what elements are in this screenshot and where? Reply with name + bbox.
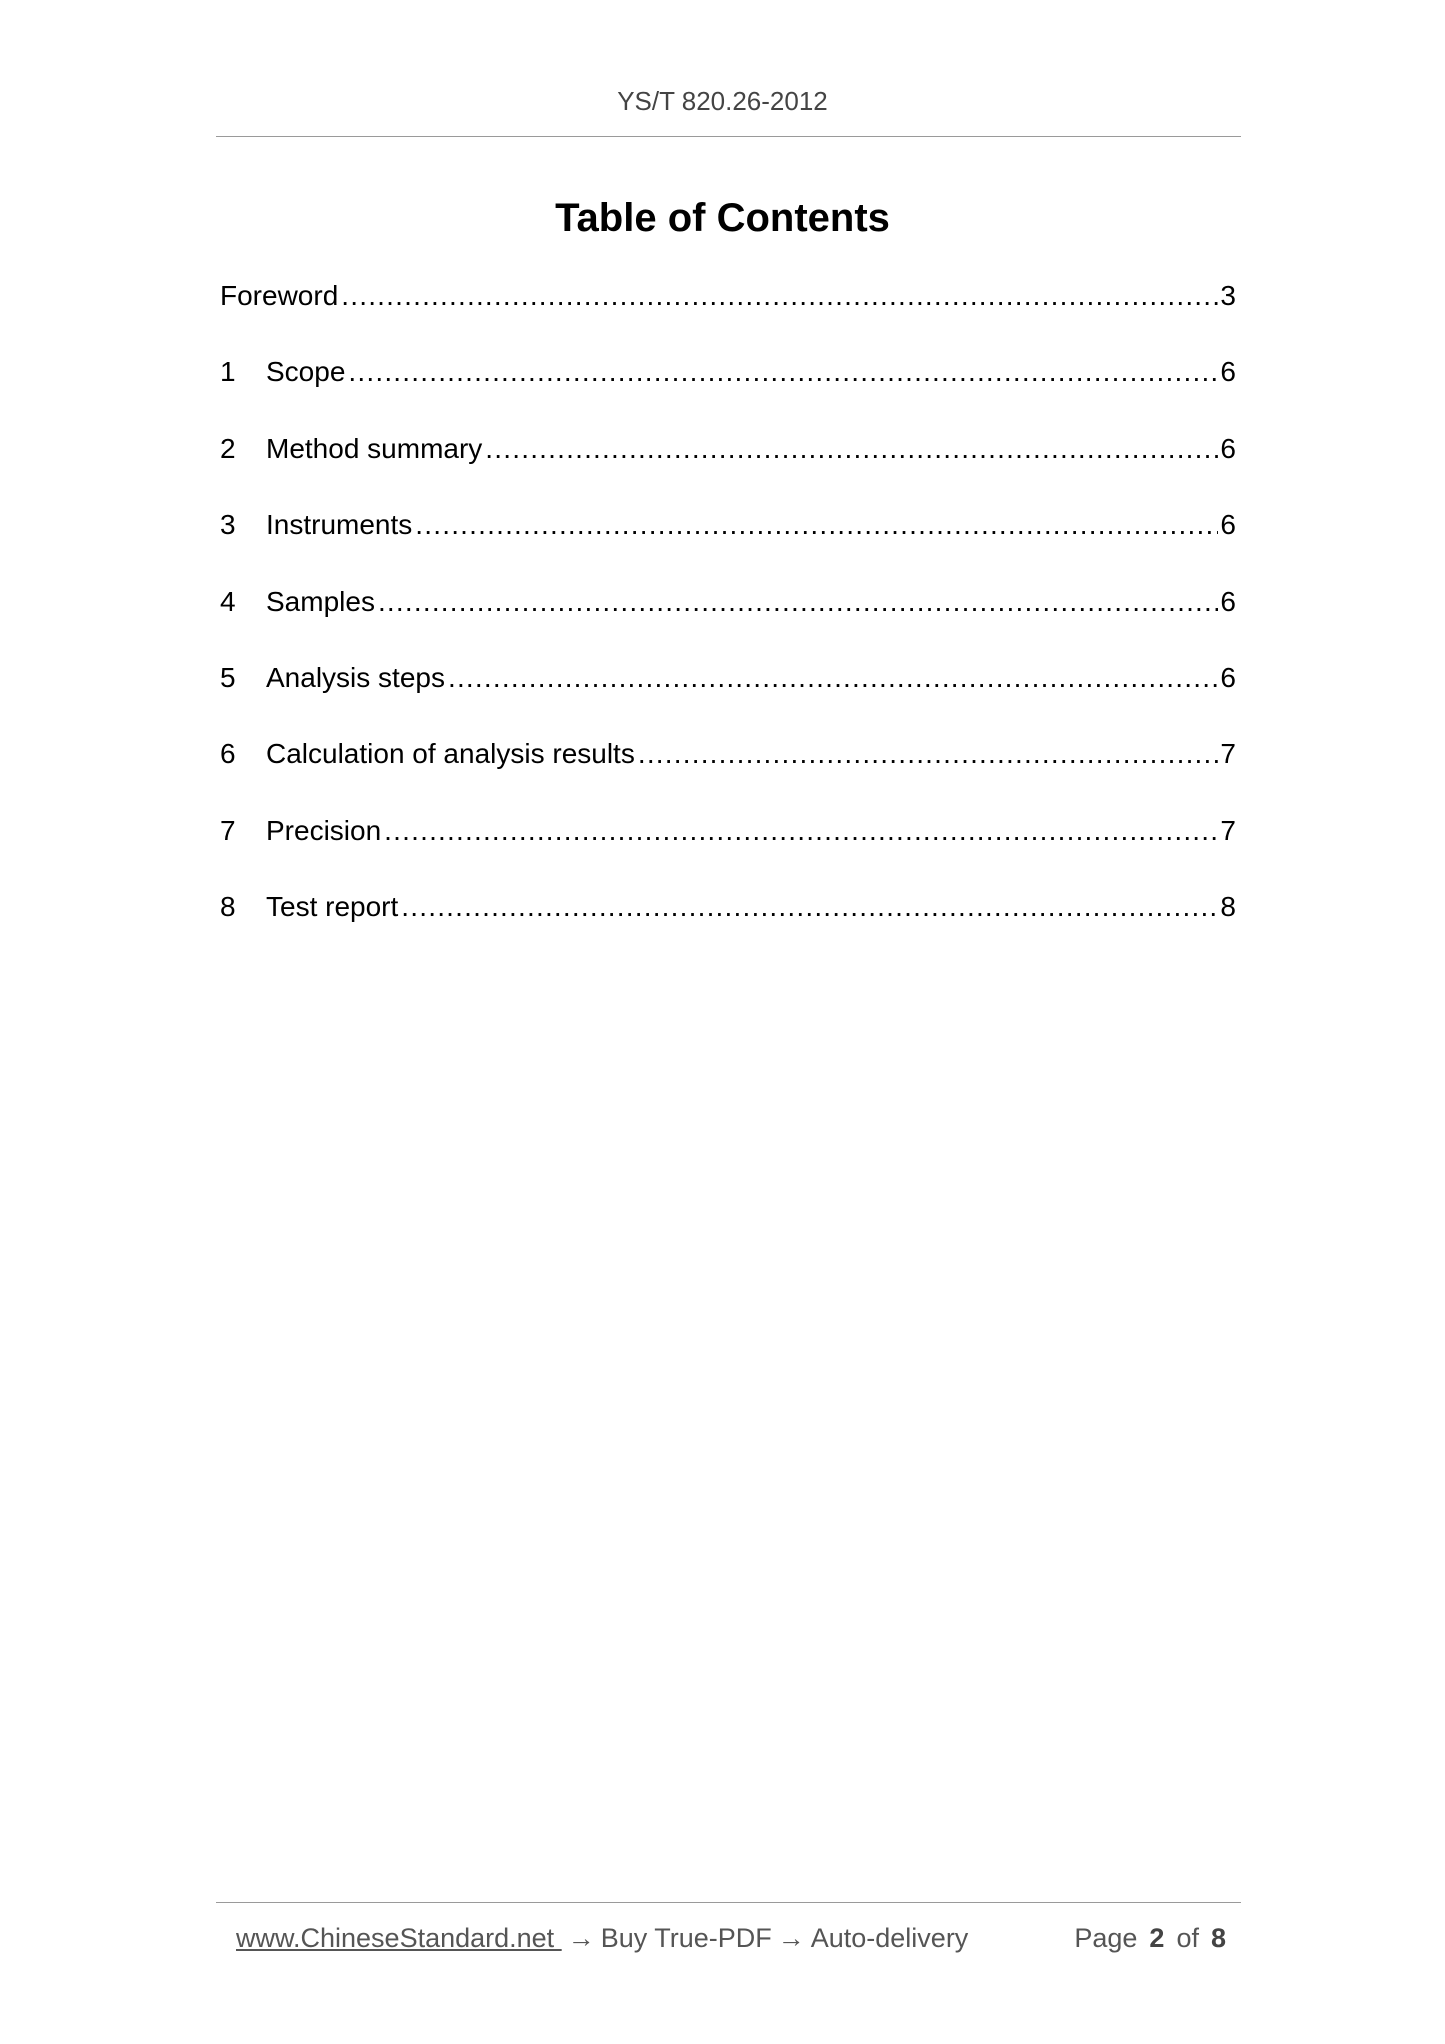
toc-entry-page: 6 [1220,509,1236,541]
header-divider [216,136,1241,137]
toc-dot-leader [348,352,1218,392]
toc-dot-leader [384,811,1218,851]
auto-delivery-text: Auto-delivery [810,1923,969,1953]
page-total: 8 [1210,1923,1226,1953]
of-word: of [1176,1923,1199,1953]
toc-entry-page: 7 [1220,738,1236,770]
toc-entry-samples[interactable] [220,582,1236,658]
toc-entry-label: Foreword [220,280,339,311]
website-link[interactable]: www.ChineseStandard.net [236,1923,562,1953]
toc-entry-label: Calculation of analysis results [266,738,635,770]
toc-entry-number: 8 [220,891,236,923]
toc-entry-analysis-steps[interactable] [220,658,1236,734]
arrow-right-icon: → [777,1923,805,1953]
toc-entry-label: Samples [266,585,375,617]
toc-entry-page: 6 [1220,661,1236,693]
toc-entry-label: Instruments [266,509,413,541]
toc-entry-page: 6 [1220,356,1236,388]
page-word: Page [1074,1923,1138,1953]
toc-dot-leader [341,276,1218,316]
toc-entry-test-report[interactable] [220,887,1236,963]
toc-entry-page: 6 [1220,432,1236,464]
toc-entry-number: 7 [220,814,236,846]
arrow-right-icon: → [567,1923,595,1953]
toc-entry-label: Method summary [266,432,483,464]
toc-entry-scope[interactable] [220,352,1236,428]
toc-entry-instruments[interactable] [220,505,1236,581]
toc-entry-label: Analysis steps [266,661,445,693]
toc-entry-foreword[interactable] [220,276,1236,352]
document-code-header: YS/T 820.26-2012 [617,86,828,116]
toc-entry-number: 5 [220,661,236,693]
buy-true-pdf-text: Buy True-PDF [600,1923,772,1953]
page-number [1074,1920,1226,1956]
toc-dot-leader [378,582,1218,622]
toc-dot-leader [638,734,1219,774]
toc-entry-number: 2 [220,432,236,464]
toc-entry-number: 1 [220,356,236,388]
toc-entry-number: 4 [220,585,236,617]
footer-promo [236,1920,968,1956]
toc-entry-label: Scope [266,356,346,388]
toc-entry-page: 7 [1220,814,1236,846]
toc-entry-label: Test report [266,891,399,923]
toc-entry-page: 8 [1220,891,1236,923]
toc-list [220,276,1236,964]
toc-entry-calculation[interactable] [220,734,1236,810]
toc-entry-precision[interactable] [220,811,1236,887]
footer-divider [216,1902,1241,1903]
toc-entry-number: 6 [220,738,236,770]
toc-dot-leader [485,429,1218,469]
toc-entry-method-summary[interactable] [220,429,1236,505]
toc-entry-page: 6 [1220,585,1236,617]
toc-dot-leader [448,658,1218,698]
toc-entry-label: Precision [266,814,382,846]
toc-dot-leader [415,505,1218,545]
toc-entry-page: 3 [1220,280,1236,311]
page-current: 2 [1149,1923,1165,1953]
toc-heading: Table of Contents [555,196,890,240]
toc-entry-number: 3 [220,509,236,541]
toc-dot-leader [401,887,1218,927]
